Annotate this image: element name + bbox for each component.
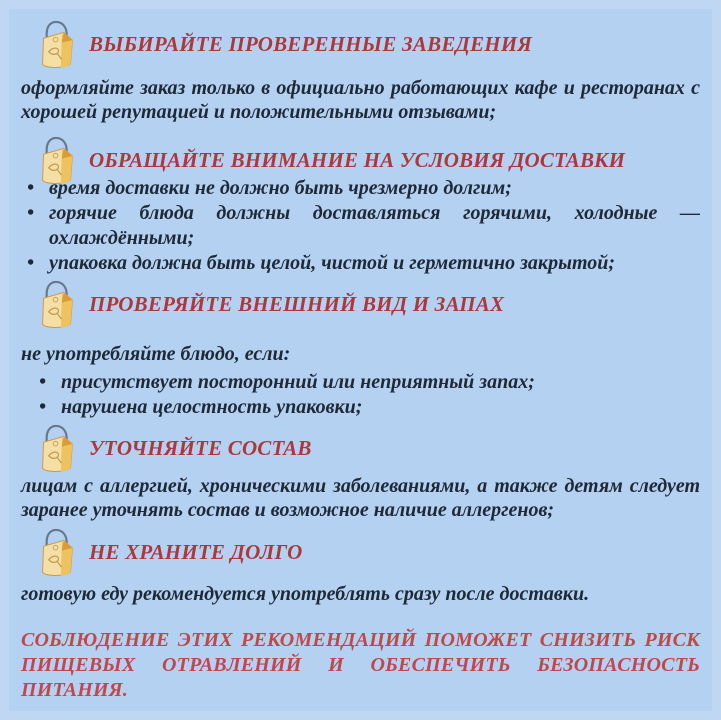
takeaway-bag-icon bbox=[34, 279, 80, 329]
section-1-heading-row bbox=[34, 24, 700, 64]
takeaway-bag-icon bbox=[34, 19, 80, 69]
bullet-item: • время доставки не должно быть чрезмерно долгим; bbox=[27, 176, 700, 201]
footer-conclusion: СОБЛЮДЕНИЕ ЭТИХ РЕКОМЕНДАЦИЙ ПОМОЖЕТ СНИЗИТЬ РИСК ПИЩЕВЫХ ОТРАВЛЕНИЙ И ОБЕСПЕЧИТЬ БЕЗОПАСНОСТЬ ПИТАНИЯ. bbox=[21, 629, 700, 701]
bullet-item: • нарушена целостность упаковки; bbox=[39, 395, 700, 420]
section-2-bullet-list bbox=[27, 176, 700, 276]
section-3-intro: не употребляйте блюдо, если: bbox=[21, 343, 291, 365]
section-1-title: ВЫБИРАЙТЕ ПРОВЕРЕННЫЕ ЗАВЕДЕНИЯ bbox=[89, 31, 533, 56]
section-2-title: ОБРАЩАЙТЕ ВНИМАНИЕ НА УСЛОВИЯ ДОСТАВКИ bbox=[89, 147, 626, 172]
bullet-item: • присутствует посторонний или неприятный запах; bbox=[39, 370, 700, 395]
section-4-paragraph: лицам с аллергией, хроническими заболеваниями, а также детям следует заранее уточнять состав и возможное наличие аллергенов; bbox=[21, 475, 700, 521]
bullet-item: • горячие блюда должны доставляться горячими, холодные — охлаждёнными; bbox=[27, 201, 700, 251]
takeaway-bag-icon bbox=[34, 527, 80, 577]
section-2-heading-row bbox=[34, 140, 700, 180]
section-5-paragraph: готовую еду рекомендуется употреблять сразу после доставки. bbox=[21, 583, 590, 605]
section-3-title: ПРОВЕРЯЙТЕ ВНЕШНИЙ ВИД И ЗАПАХ bbox=[89, 291, 505, 316]
section-4-title: УТОЧНЯЙТЕ СОСТАВ bbox=[89, 435, 312, 460]
takeaway-bag-icon bbox=[34, 423, 80, 473]
section-4-heading-row bbox=[34, 428, 700, 468]
section-3-heading-row bbox=[34, 284, 700, 324]
section-3-bullet-list bbox=[39, 370, 700, 420]
section-1-paragraph: оформляйте заказ только в официально работающих кафе и ресторанах с хорошей репутацией и положительными отзывами; bbox=[21, 77, 700, 123]
section-5-title: НЕ ХРАНИТЕ ДОЛГО bbox=[89, 539, 303, 564]
bullet-item: • упаковка должна быть целой, чистой и герметично закрытой; bbox=[27, 251, 700, 276]
section-5-heading-row bbox=[34, 532, 700, 572]
